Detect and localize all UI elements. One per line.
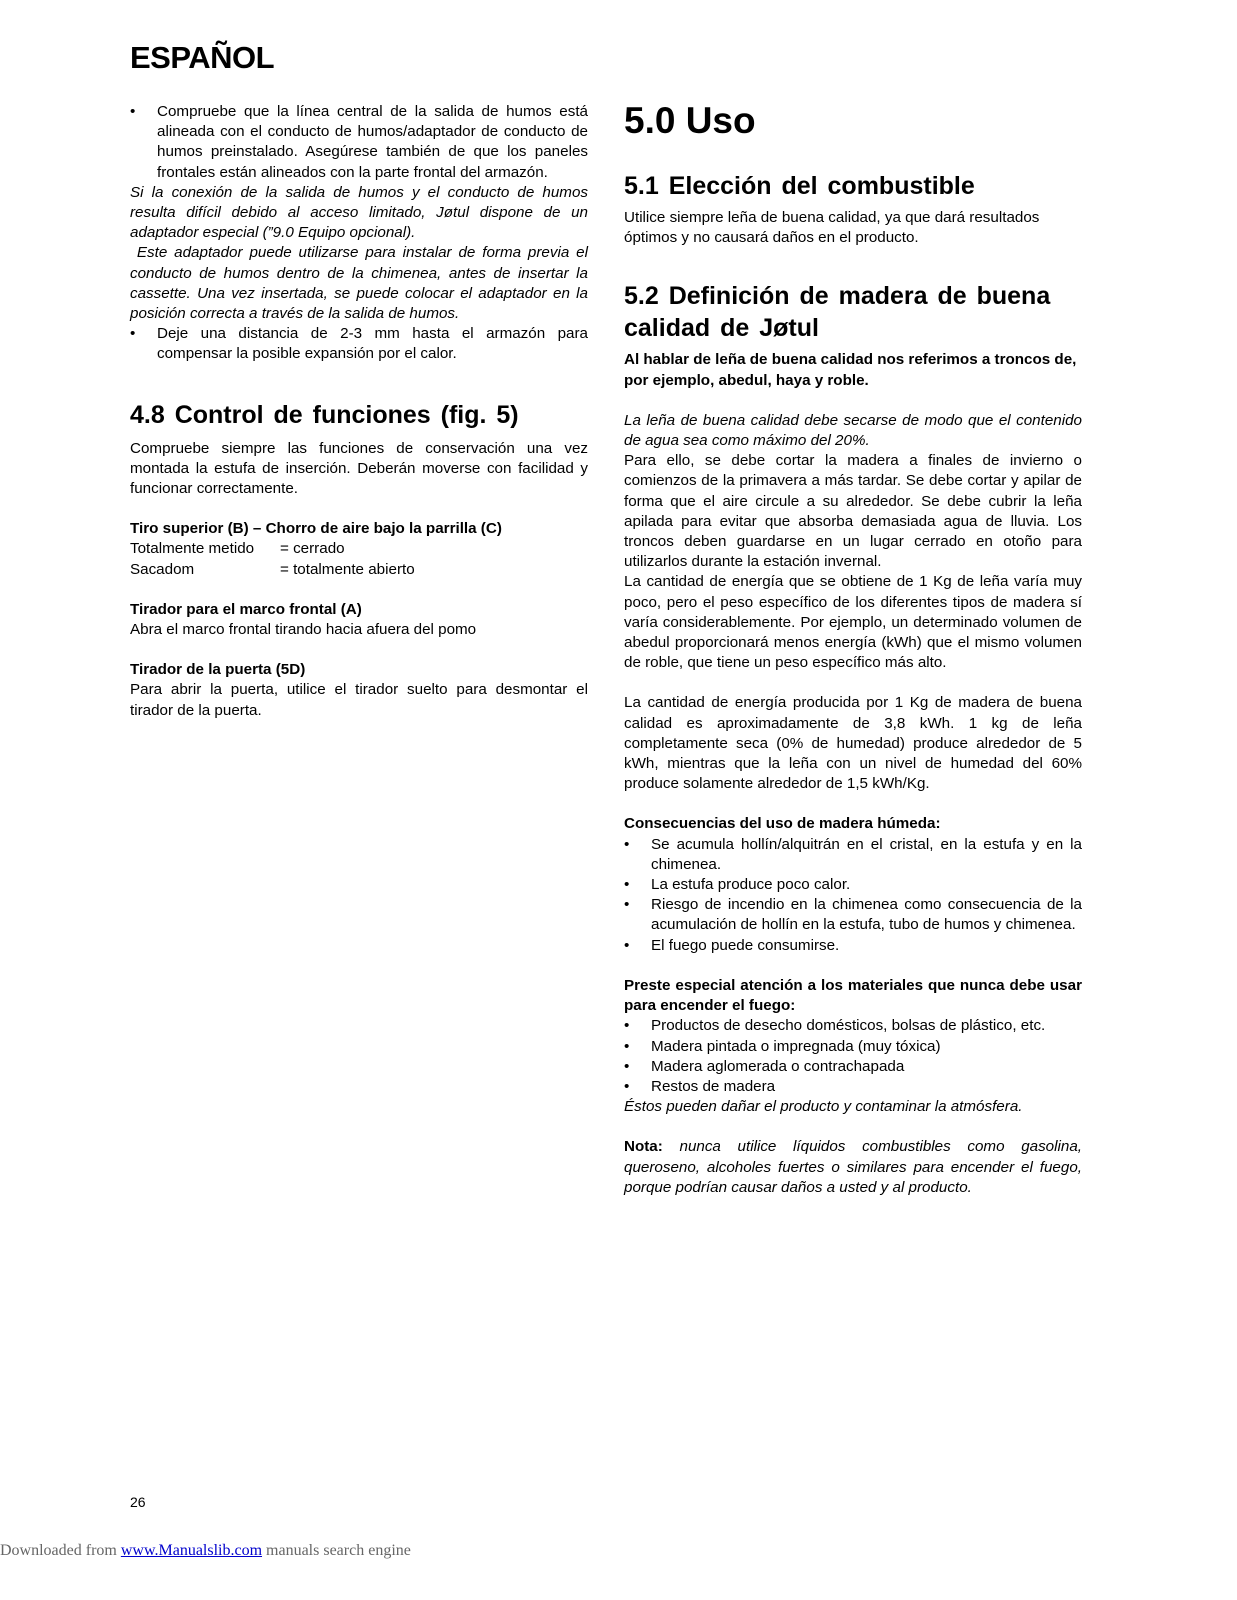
download-footer: Downloaded from www.Manualslib.com manuals search engine	[0, 1542, 411, 1559]
install-bullets-2	[130, 324, 588, 364]
puerta-title: Tirador de la puerta (5D)	[130, 661, 306, 679]
materials-list	[624, 1016, 1082, 1097]
section-5-2-lead: Al hablar de leña de buena calidad nos referimos a troncos de, por ejemplo, abedul, haya y roble.	[624, 351, 1077, 389]
list-item: • Madera aglomerada o contrachapada	[624, 1057, 1082, 1077]
marco-title: Tirador para el marco frontal (A)	[130, 600, 362, 618]
language-heading: ESPAÑOL	[130, 40, 275, 75]
list-item: • El fuego puede consumirse.	[624, 936, 1082, 956]
right-column	[624, 98, 1082, 1198]
list-item: • Compruebe que la línea central de la salida de humos está alineada con el conducto de humos/adaptador de conducto de humos preinstalado. Asegúrese también de que los paneles frontales están alineados con la parte frontal del armazón.	[130, 102, 588, 183]
cutting-text: Para ello, se debe cortar la madera a finales de invierno o comienzos de la primavera a más tardar. Se debe cortar y apilar de forma que el aire circule a su alrededor. Se debe cubrir la leña apilada para evitar que absorba demasiada agua de lluvia. Los troncos deben guardarse en un lugar cerrado en otoño para utilizarlos durante la estación invernal.	[624, 452, 1082, 571]
adapter-note-2: Este adaptador puede utilizarse para instalar de forma previa el conducto de humos dentro de la chimenea, antes de insertar la cassette. Una vez insertada, se puede colocar el adaptador en la posición correcta a través de la salida de humos.	[130, 244, 588, 323]
materials-title: Preste especial atención a los materiales que nunca debe usar para encender el fuego:	[624, 976, 1082, 1015]
energy-values-text: La cantidad de energía producida por 1 Kg de madera de buena calidad es aproximadamente de 3,8 kWh. 1 kg de leña completamente seca (0% de humedad) produce alrededor de 5 kWh, mientras que la leña con un nivel de humedad del 60% produce solamente alrededor de 1,5 kWh/Kg.	[624, 694, 1082, 793]
consequences-title: Consecuencias del uso de madera húmeda:	[624, 815, 941, 833]
page-number: 26	[130, 1494, 146, 1510]
list-item: • Deje una distancia de 2-3 mm hasta el armazón para compensar la posible expansión por el calor.	[130, 324, 588, 364]
manualslib-link[interactable]: www.Manualslib.com	[120, 1542, 263, 1559]
tiro-title: Tiro superior (B) – Chorro de aire bajo la parrilla (C)	[130, 520, 502, 538]
install-bullets-1	[130, 102, 588, 183]
energy-text: La cantidad de energía que se obtiene de 1 Kg de leña varía muy poco, pero el peso específico de los diferentes tipos de madera sí varía considerablemente. Por ejemplo, un determinado volumen de abedul proporcionará menos energía (kWh) que el mismo volumen de roble, que tiene un peso específico más alto.	[624, 573, 1082, 672]
section-5-2-heading: 5.2 Definición de madera de buena calidad de Jøtul	[624, 282, 1051, 343]
materials-warning: Éstos pueden dañar el producto y contaminar la atmósfera.	[624, 1098, 1023, 1116]
note-text: nunca utilice líquidos combustibles como gasolina, queroseno, alcoholes fuertes o similares para encender el fuego, porque podrían causar daños a usted y al producto.	[624, 1138, 1082, 1196]
list-item: • La estufa produce poco calor.	[624, 875, 1082, 895]
section-5-1-text: Utilice siempre leña de buena calidad, ya que dará resultados óptimos y no causará daños en el producto.	[624, 209, 1040, 247]
list-item: • Riesgo de incendio en la chimenea como consecuencia de la acumulación de hollín en la estufa, tubo de humos y chimenea.	[624, 895, 1082, 935]
list-item: • Se acumula hollín/alquitrán en el cristal, en la estufa y en la chimenea.	[624, 835, 1082, 875]
left-column	[130, 102, 588, 721]
section-4-8-text: Compruebe siempre las funciones de conservación una vez montada la estufa de inserción. Deberán moverse con facilidad y funcionar correctamente.	[130, 439, 588, 498]
section-5-0-heading: 5.0 Uso	[624, 100, 756, 141]
puerta-text: Para abrir la puerta, utilice el tirador suelto para desmontar el tirador de la puerta.	[130, 681, 588, 719]
adapter-note: Si la conexión de la salida de humos y el conducto de humos resulta difícil debido al acceso limitado, Jøtul dispone de un adaptador especial (”9.0 Equipo opcional).	[130, 183, 588, 242]
note-label: Nota:	[624, 1138, 663, 1156]
moisture-note: La leña de buena calidad debe secarse de modo que el contenido de agua sea como máximo del 20%.	[624, 411, 1082, 450]
note-paragraph	[624, 1137, 1082, 1198]
list-item: • Madera pintada o impregnada (muy tóxica)	[624, 1037, 1082, 1057]
section-5-1-heading: 5.1 Elección del combustible	[624, 172, 975, 200]
list-item: • Restos de madera	[624, 1077, 1082, 1097]
marco-text: Abra el marco frontal tirando hacia afuera del pomo	[130, 621, 477, 639]
consequences-list	[624, 835, 1082, 956]
tiro-row: Totalmente metido = cerrado	[130, 540, 345, 558]
list-item: • Productos de desecho domésticos, bolsas de plástico, etc.	[624, 1016, 1082, 1036]
section-4-8-heading: 4.8 Control de funciones (fig. 5)	[130, 400, 519, 429]
tiro-row: Sacadom = totalmente abierto	[130, 560, 415, 578]
